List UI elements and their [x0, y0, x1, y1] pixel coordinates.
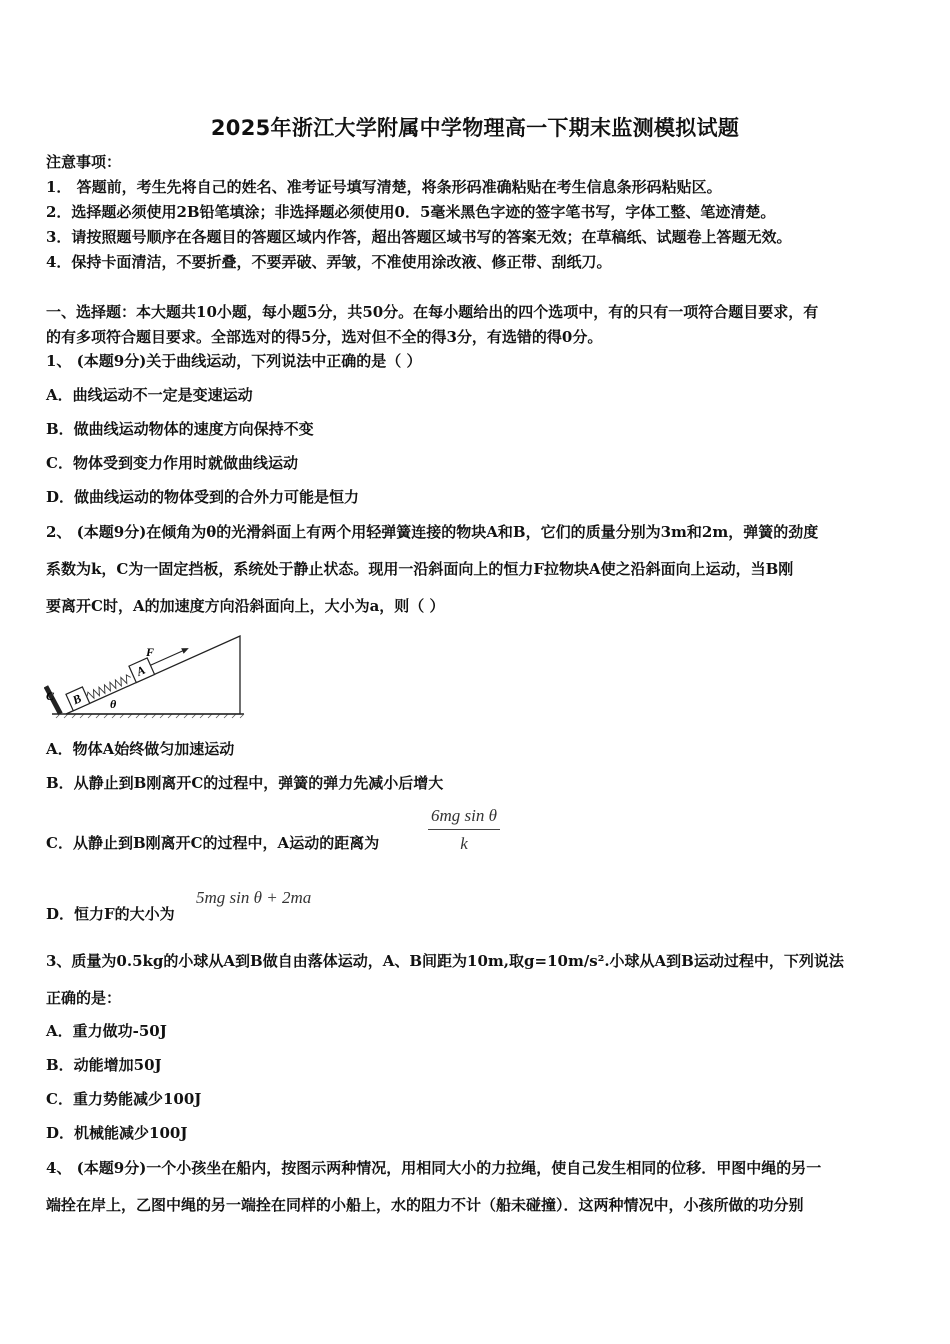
q3-option-d: D．机械能减少100J	[46, 1124, 188, 1142]
q2-option-d-expression: 5mg sin θ + 2ma	[196, 888, 312, 907]
force-arrow-line	[150, 651, 182, 665]
q3-stem-line2: 正确的是：	[46, 989, 122, 1007]
q4-stem-line1: 4、 (本题9分)一个小孩坐在船内，按图示两种情况，用相同大小的力拉绳，使自己发生相同的位移．甲图中绳的另一	[46, 1159, 822, 1177]
q1-option-c: C．物体受到变力作用时就做曲线运动	[46, 454, 298, 472]
q1-stem: 1、 (本题9分)关于曲线运动，下列说法中正确的是（ ）	[46, 352, 422, 370]
force-arrowhead	[181, 645, 190, 653]
q2-option-c-fraction	[428, 806, 500, 854]
notice-heading: 注意事项：	[46, 153, 122, 171]
label-b: B	[70, 691, 84, 708]
q2-option-d: D．恒力F的大小为	[46, 905, 175, 923]
notice-item-3: 3．请按照题号顺序在各题目的答题区域内作答，超出答题区域书写的答案无效；在草稿纸、试题卷上答题无效。	[46, 228, 792, 246]
q4-stem-line2: 端拴在岸上，乙图中绳的另一端拴在同样的小船上，水的阻力不计（船未碰撞）．这两种情况中，小孩所做的功分别	[46, 1196, 804, 1214]
label-a: A	[134, 662, 148, 679]
q1-option-d: D．做曲线运动的物体受到的合外力可能是恒力	[46, 488, 360, 506]
notice-item-2: 2．选择题必须使用2B铅笔填涂；非选择题必须使用0．5毫米黑色字迹的签字笔书写，字体工整、笔迹清楚。	[46, 203, 776, 221]
page-title: 2025年浙江大学附属中学物理高一下期末监测模拟试题	[210, 116, 740, 140]
label-f: F	[146, 645, 155, 659]
q2-option-c: C．从静止到B刚离开C的过程中，A运动的距离为	[46, 834, 380, 852]
q3-option-c: C．重力势能减少100J	[46, 1090, 202, 1108]
q3-stem-line1: 3、质量为0.5kg的小球从A到B做自由落体运动，A、B间距为10m,取g=10m/s².小球从A到B运动过程中，下列说法	[46, 952, 844, 970]
incline-figure	[44, 634, 246, 720]
notice-item-1: 1． 答题前，考生先将自己的姓名、准考证号填写清楚，将条形码准确粘贴在考生信息条形码粘贴区。	[46, 178, 722, 196]
q2-option-a: A．物体A始终做匀加速运动	[46, 740, 235, 758]
q3-option-b: B．动能增加50J	[46, 1056, 162, 1074]
notice-item-4: 4．保持卡面清洁，不要折叠，不要弄破、弄皱，不准使用涂改液、修正带、刮纸刀。	[46, 253, 612, 271]
fraction-denominator: k	[460, 834, 468, 853]
q1-option-a: A．曲线运动不一定是变速运动	[46, 386, 253, 404]
section-intro-line1: 一、选择题：本大题共10小题，每小题5分，共50分。在每小题给出的四个选项中，有的只有一项符合题目要求，有	[46, 303, 819, 321]
q2-option-b: B．从静止到B刚离开C的过程中，弹簧的弹力先减小后增大	[46, 774, 444, 792]
q2-stem-line2: 系数为k，C为一固定挡板，系统处于静止状态。现用一沿斜面向上的恒力F拉物块A使之沿斜面向上运动，当B刚	[46, 560, 794, 578]
section-intro-line2: 的有多项符合题目要求。全部选对的得5分，选对但不全的得3分，有选错的得0分。	[46, 328, 603, 346]
fraction-numerator: 6mg sin θ	[428, 806, 500, 830]
label-c: C	[46, 689, 55, 703]
q3-option-a: A．重力做功-50J	[46, 1022, 167, 1040]
q1-option-b: B．做曲线运动物体的速度方向保持不变	[46, 420, 314, 438]
label-theta: θ	[110, 697, 117, 711]
q2-stem-line1: 2、 (本题9分)在倾角为θ的光滑斜面上有两个用轻弹簧连接的物块A和B，它们的质量分别为3m和2m，弹簧的劲度	[46, 523, 819, 541]
q2-stem-line3: 要离开C时，A的加速度方向沿斜面向上，大小为a，则（ ）	[46, 597, 445, 615]
